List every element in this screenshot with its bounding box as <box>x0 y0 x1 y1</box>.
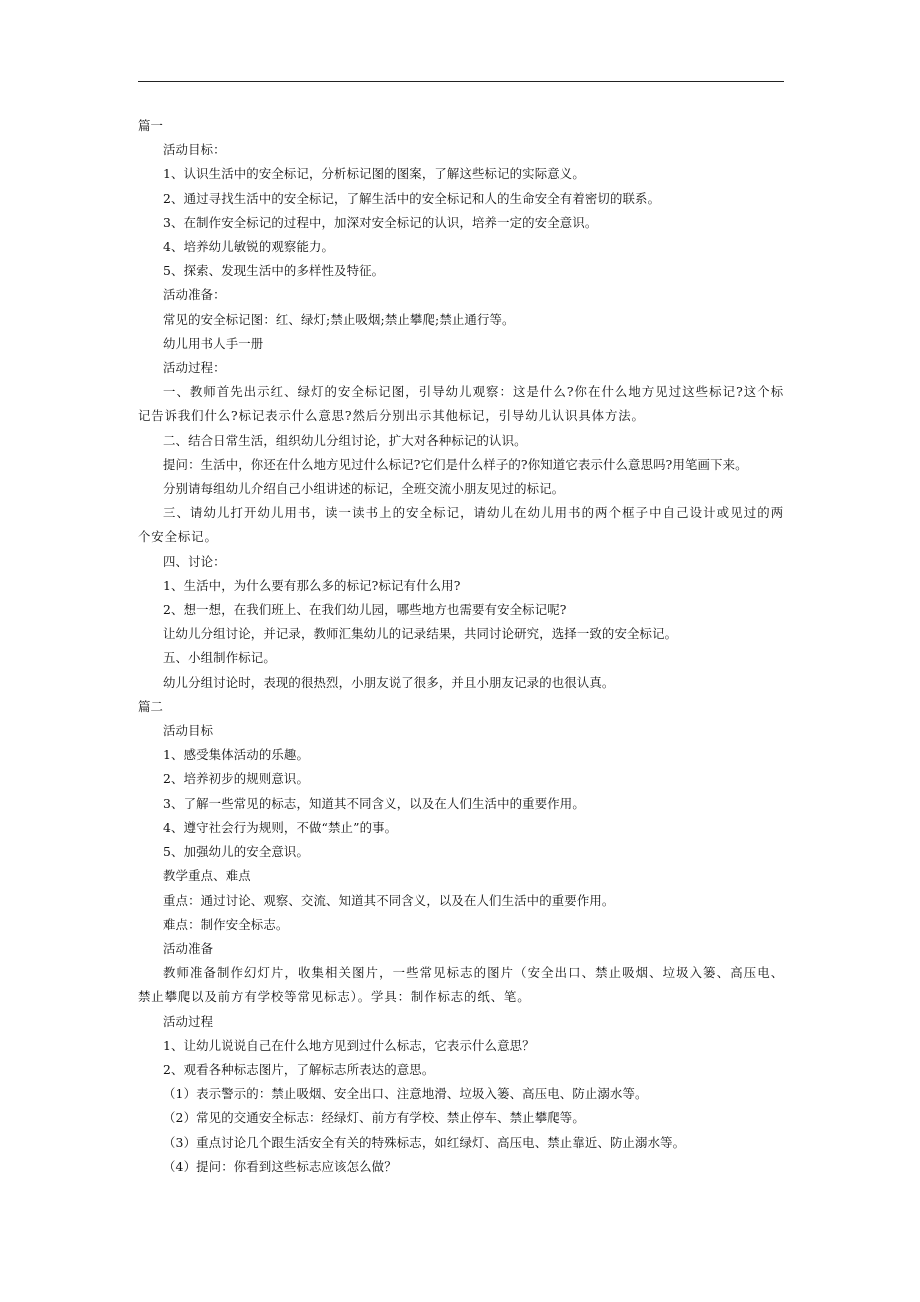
paragraph: 幼儿分组讨论时，表现的很热烈，小朋友说了很多，并且小朋友记录的也很认真。 <box>163 674 615 690</box>
section-title: 篇一 <box>138 118 164 133</box>
process-item: （3）重点讨论几个跟生活安全有关的特殊标志，如红绿灯、高压电、禁止靠近、防止溺水等。 <box>163 1134 686 1150</box>
goal-item: 4、培养幼儿敏锐的观察能力。 <box>163 239 335 255</box>
paragraph: 难点：制作安全标志。 <box>163 916 289 932</box>
paragraph: 让幼儿分组讨论，并记录，教师汇集幼儿的记录结果，共同讨论研究，选择一致的安全标记。 <box>163 626 678 642</box>
paragraph: 幼儿用书人手一册 <box>163 335 264 351</box>
discussion-item: 2、想一想，在我们班上、在我们幼儿园，哪些地方也需要有安全标记呢? <box>163 602 567 618</box>
paragraph: 分别请每组幼儿介绍自己小组讲述的标记，全班交流小朋友见过的标记。 <box>163 481 565 497</box>
process-item: 1、让幼儿说说自己在什么地方见到过什么标志，它表示什么意思？ <box>163 1037 535 1053</box>
paragraph: 二、结合日常生活，组织幼儿分组讨论，扩大对各种标记的认识。 <box>163 432 527 448</box>
goal-item: 1、感受集体活动的乐趣。 <box>163 747 309 763</box>
heading-preparation: 活动准备 <box>163 940 214 956</box>
process-item: （4）提问：你看到这些标志应该怎么做？ <box>163 1158 397 1174</box>
goal-item: 3、了解一些常见的标志，知道其不同含义，以及在人们生活中的重要作用。 <box>163 795 585 811</box>
goal-item: 2、通过寻找生活中的安全标记，了解生活中的安全标记和人的生命安全有着密切的联系。 <box>163 190 661 206</box>
process-item: （2）常见的交通安全标志：经绿灯、前方有学校、禁止停车、禁止攀爬等。 <box>163 1110 585 1126</box>
goal-item: 3、在制作安全标记的过程中，加深对安全标记的认识，培养一定的安全意识。 <box>163 214 598 230</box>
goal-item: 1、认识生活中的安全标记，分析标记图的图案，了解这些标记的实际意义。 <box>163 166 585 182</box>
paragraph: 一、教师首先出示红、绿灯的安全标记图，引导幼儿观察：这是什么?你在什么地方见过这些标记?这个标记告诉我们什么?标记表示什么意思?然后分别出示其他标记，引导幼儿认识具体方法。 <box>138 384 784 424</box>
document-body <box>138 114 784 1179</box>
section-title: 篇二 <box>138 698 164 714</box>
paragraph: 重点：通过讨论、观察、交流、知道其不同含义，以及在人们生活中的重要作用。 <box>163 892 615 908</box>
header-rule <box>138 81 784 82</box>
heading-goals: 活动目标： <box>163 142 226 158</box>
heading-preparation: 活动准备： <box>163 287 226 303</box>
heading-goals: 活动目标 <box>163 723 214 739</box>
heading-process: 活动过程： <box>163 360 226 376</box>
heading-key-points: 教学重点、难点 <box>163 868 251 884</box>
goal-item: 2、培养初步的规则意识。 <box>163 771 309 787</box>
paragraph: 教师准备制作幻灯片，收集相关图片，一些常见标志的图片（安全出口、禁止吸烟、垃圾入篓、高压电、禁止攀爬以及前方有学校等常见标志）。学具：制作标志的纸、笔。 <box>138 965 784 1005</box>
heading-discussion: 四、讨论： <box>163 553 226 569</box>
discussion-item: 1、生活中，为什么要有那么多的标记?标记有什么用? <box>163 577 461 593</box>
paragraph: 常见的安全标记图：红、绿灯;禁止吸烟;禁止攀爬;禁止通行等。 <box>163 311 515 327</box>
goal-item: 4、遵守社会行为规则，不做“禁止”的事。 <box>163 819 398 835</box>
goal-item: 5、加强幼儿的安全意识。 <box>163 844 309 860</box>
process-item: （1）表示警示的：禁止吸烟、安全出口、注意地滑、垃圾入篓、高压电、防止溺水等。 <box>163 1086 648 1102</box>
heading-process: 活动过程 <box>163 1013 214 1029</box>
goal-item: 5、探索、发现生活中的多样性及特征。 <box>163 263 385 279</box>
process-item: 2、观看各种标志图片，了解标志所表达的意思。 <box>163 1061 435 1077</box>
paragraph: 三、请幼儿打开幼儿用书，读一读书上的安全标记，请幼儿在幼儿用书的两个框子中自己设计或见过的两个安全标记。 <box>138 505 784 545</box>
paragraph: 提问：生活中，你还在什么地方见过什么标记?它们是什么样子的?你知道它表示什么意思吗?用笔画下来。 <box>163 456 748 472</box>
paragraph: 五、小组制作标记。 <box>163 650 276 666</box>
